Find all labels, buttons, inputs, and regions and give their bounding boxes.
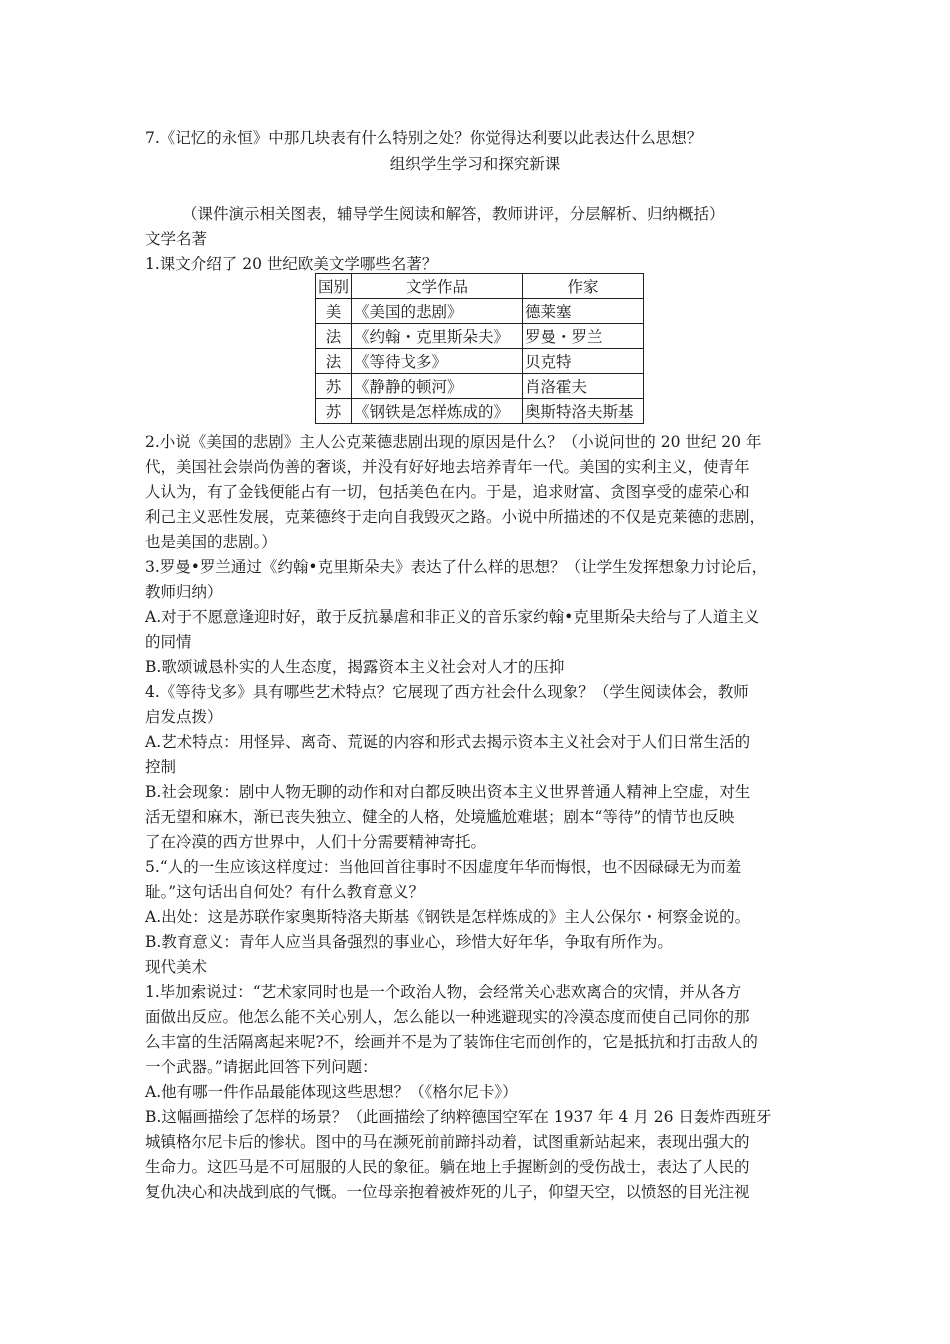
paragraph-line: B.教育意义：青年人应当具备强烈的事业心，珍惜大好年华，争取有所作为。 <box>145 933 673 951</box>
section-title-literature: 文学名著 <box>145 230 208 248</box>
paragraph-line: A.对于不愿意逢迎时好，敢于反抗暴虐和非正义的音乐家约翰•克里斯朵夫给与了人道主义 <box>145 608 760 626</box>
paragraph-line: A.出处：这是苏联作家奥斯特洛夫斯基《钢铁是怎样炼成的》主人公保尔・柯察金说的。 <box>145 908 751 926</box>
paragraph-line: 城镇格尔尼卡后的惨状。图中的马在濒死前前蹄抖动着，试图重新站起来，表现出强大的 <box>145 1133 750 1151</box>
paragraph-line: 了在冷漠的西方世界中，人们十分需要精神寄托。 <box>145 833 487 851</box>
paragraph-line: 复仇决心和决战到底的气慨。一位母亲抱着被炸死的儿子，仰望天空，以愤怒的目光注视 <box>145 1183 750 1201</box>
paragraph-line: 人认为，有了金钱便能占有一切，包括美色在内。于是，追求财富、贪图享受的虚荣心和 <box>145 483 750 501</box>
literature-table <box>315 273 644 424</box>
table-cell: 苏 <box>316 374 352 399</box>
table-cell: 法 <box>316 324 352 349</box>
paragraph-line: B.社会现象：剧中人物无聊的动作和对白都反映出资本主义世界普通人精神上空虚，对生 <box>145 783 751 801</box>
teaching-note: （课件演示相关图表，辅导学生阅读和解答，教师讲评，分层解析、归纳概括） <box>182 205 725 223</box>
paragraph-line: B.这幅画描绘了怎样的场景？（此画描绘了纳粹德国空军在 1937 年 4 月 26 日轰炸西班牙 <box>145 1108 772 1126</box>
paragraph-line: 2.小说《美国的悲剧》主人公克莱德悲剧出现的原因是什么？（小说问世的 20 世纪 20 年 <box>145 433 762 451</box>
paragraph-line: 生命力。这匹马是不可屈服的人民的象征。躺在地上手握断剑的受伤战士，表达了人民的 <box>145 1158 750 1176</box>
table-row <box>316 349 644 374</box>
paragraph-line: 3.罗曼•罗兰通过《约翰•克里斯朵夫》表达了什么样的思想？（让学生发挥想象力讨论后， <box>145 558 768 576</box>
table-cell: 肖洛霍夫 <box>523 374 644 399</box>
paragraph-line: 4.《等待戈多》具有哪些艺术特点？它展现了西方社会什么现象？（学生阅读体会，教师 <box>145 683 749 701</box>
table-cell: 德莱塞 <box>523 299 644 324</box>
section-title-art: 现代美术 <box>145 958 208 976</box>
table-cell: 法 <box>316 349 352 374</box>
table-cell: 美 <box>316 299 352 324</box>
table-header-cell: 作家 <box>523 274 644 299</box>
table-header-cell: 国别 <box>316 274 352 299</box>
paragraph-line: 面做出反应。他怎么能不关心别人，怎么能以一种逃避现实的冷漠态度而使自己同你的那 <box>145 1008 750 1026</box>
table-cell: 《等待戈多》 <box>352 349 523 374</box>
table-cell: 苏 <box>316 399 352 424</box>
table-cell: 《约翰・克里斯朵夫》 <box>352 324 523 349</box>
question-7: 7.《记忆的永恒》中那几块表有什么特别之处？你觉得达利要以此表达什么思想？ <box>145 129 703 147</box>
table-cell: 《美国的悲剧》 <box>352 299 523 324</box>
paragraph-line: A.艺术特点：用怪异、离奇、荒诞的内容和形式去揭示资本主义社会对于人们日常生活的 <box>145 733 751 751</box>
question-1: 1.课文介绍了 20 世纪欧美文学哪些名著？ <box>145 255 438 273</box>
paragraph-line: 代，美国社会崇尚伪善的奢谈，并没有好好地去培养青年一代。美国的实利主义，使青年 <box>145 458 750 476</box>
paragraph-line: 1.毕加索说过：“艺术家同时也是一个政治人物，会经常关心悲欢离合的灾情，并从各方 <box>145 983 742 1001</box>
paragraph-line: 5.“人的一生应该这样度过：当他回首往事时不因虚度年华而悔恨，也不因碌碌无为而羞 <box>145 858 742 876</box>
table-row <box>316 299 644 324</box>
table-header-cell: 文学作品 <box>352 274 523 299</box>
paragraph-line: 教师归纳） <box>145 583 223 601</box>
table-row <box>316 374 644 399</box>
table-cell: 《静静的顿河》 <box>352 374 523 399</box>
paragraph-line: B.歌颂诚恳朴实的人生态度，揭露资本主义社会对人才的压抑 <box>145 658 565 676</box>
paragraph-line: A.他有哪一件作品最能体现这些思想？（《格尔尼卡》） <box>145 1083 518 1101</box>
table-header-row <box>316 274 644 299</box>
paragraph-line: 控制 <box>145 758 177 776</box>
table-cell: 《钢铁是怎样炼成的》 <box>352 399 523 424</box>
table-cell: 奥斯特洛夫斯基 <box>523 399 644 424</box>
paragraph-line: 活无望和麻木，渐已丧失独立、健全的人格，处境尴尬难堪；剧本“等待”的情节也反映 <box>145 808 735 826</box>
paragraph-line: 利己主义恶性发展，克莱德终于走向自我毁灭之路。小说中所描述的不仅是克莱德的悲剧， <box>145 508 766 526</box>
paragraph-line: 也是美国的悲剧。） <box>145 533 277 551</box>
table-cell: 罗曼・罗兰 <box>523 324 644 349</box>
table-row <box>316 324 644 349</box>
paragraph-line: 的同情 <box>145 633 192 651</box>
paragraph-line: 一个武器。”请据此回答下列问题： <box>145 1058 378 1076</box>
table-cell: 贝克特 <box>523 349 644 374</box>
section-heading: 组织学生学习和探究新课 <box>389 155 561 173</box>
paragraph-line: 启发点拨） <box>145 708 223 726</box>
table-row <box>316 399 644 424</box>
paragraph-line: 么丰富的生活隔离起来呢?不，绘画并不是为了装饰住宅而创作的，它是抵抗和打击敌人的 <box>145 1033 758 1051</box>
paragraph-line: 耻。”这句话出自何处？有什么教育意义？ <box>145 883 425 901</box>
